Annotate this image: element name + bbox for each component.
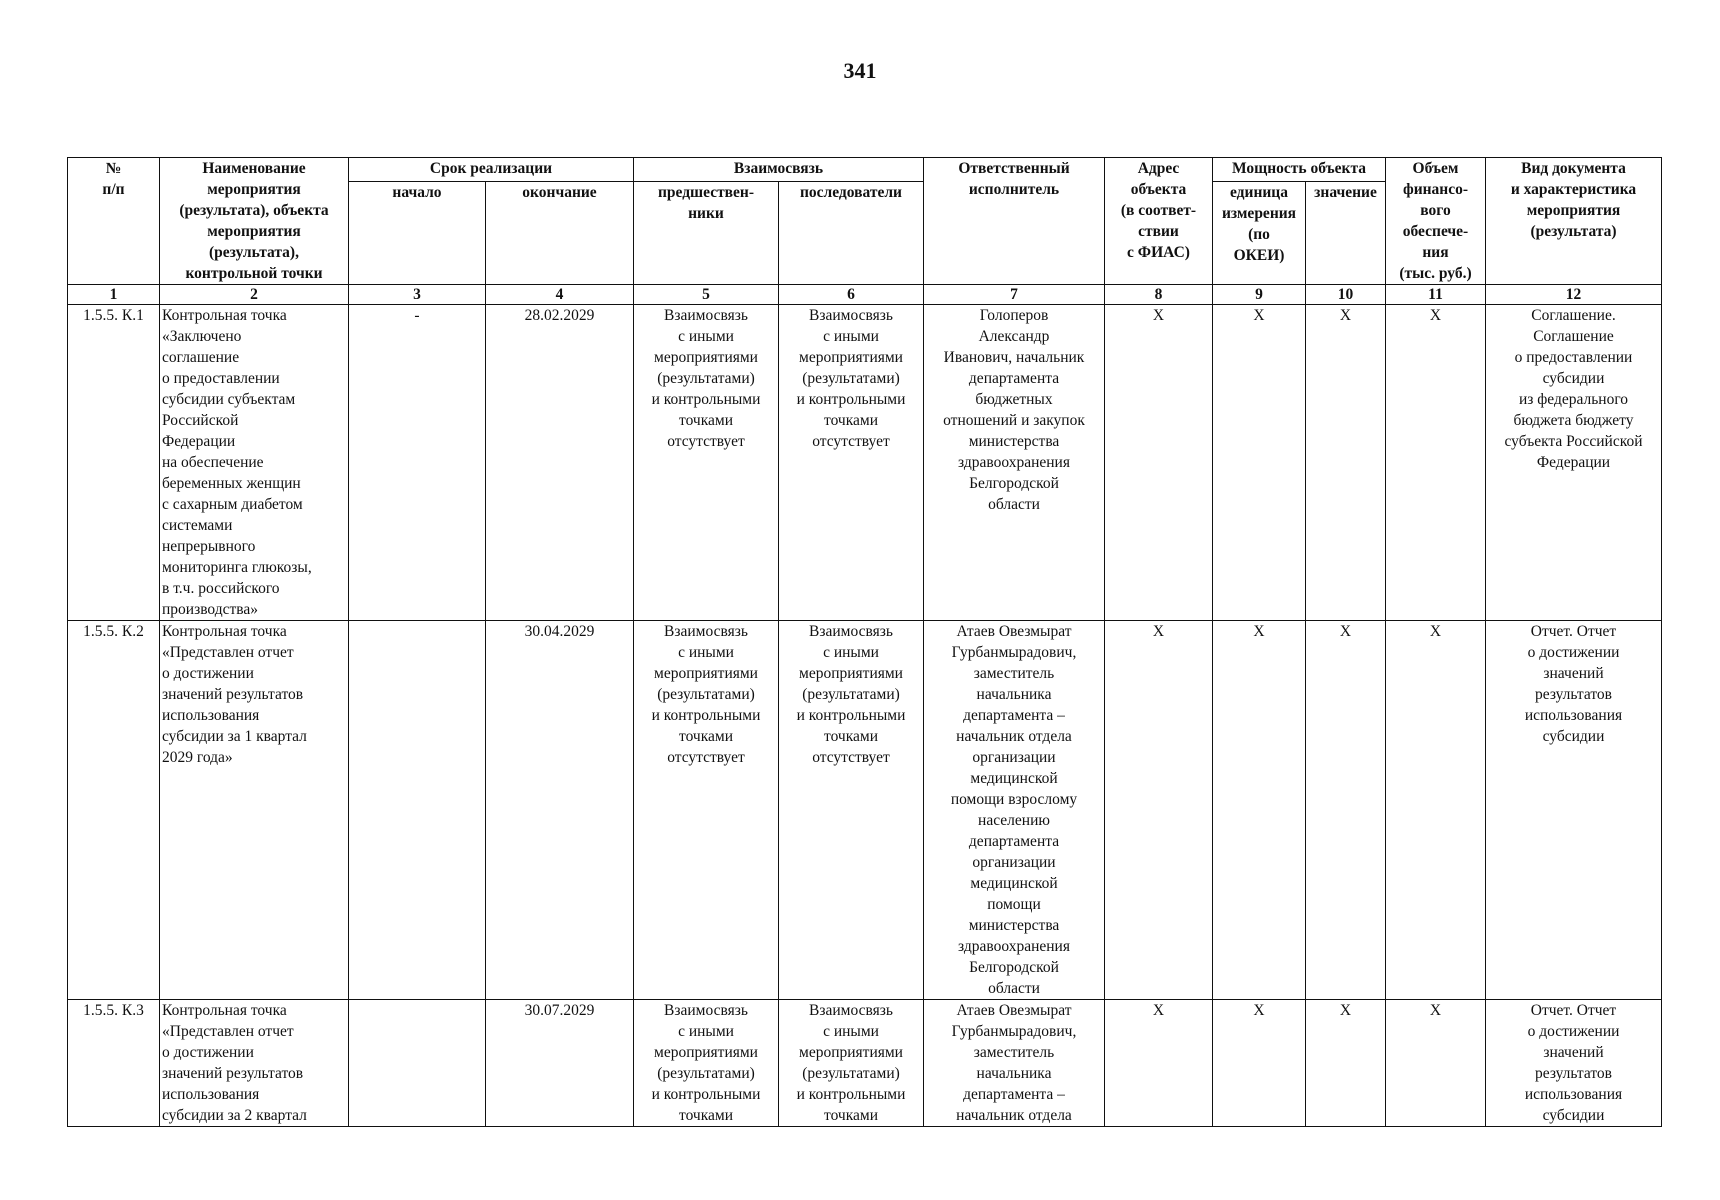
row-value: X	[1306, 305, 1386, 621]
column-number: 5	[634, 285, 779, 305]
row-value: X	[1306, 1000, 1386, 1127]
header-link-pred: предшествен- ники	[634, 181, 779, 284]
header-term-start: начало	[349, 181, 486, 284]
row-predecessors: Взаимосвязь с иными мероприятиями (результатами) и контрольными точками	[634, 1000, 779, 1127]
row-finance: X	[1386, 621, 1486, 1000]
header-unit: единица измерения (по ОКЕИ)	[1213, 181, 1306, 284]
column-number: 9	[1213, 285, 1306, 305]
header-capacity: Мощность объекта	[1213, 158, 1386, 182]
row-end: 28.02.2029	[486, 305, 634, 621]
row-start: -	[349, 305, 486, 621]
column-number: 1	[68, 285, 160, 305]
page-number: 341	[843, 58, 877, 83]
row-successors: Взаимосвязь с иными мероприятиями (результатами) и контрольными точками отсутствует	[779, 305, 924, 621]
row-responsible: Атаев Овезмырат Гурбанмырадович, заместитель начальника департамента – начальник отдела	[924, 1000, 1105, 1127]
header-address: Адрес объекта (в соответ- ствии с ФИАС)	[1105, 158, 1213, 285]
header-responsible: Ответственный исполнитель	[924, 158, 1105, 285]
row-name: Контрольная точка «Представлен отчет о достижении значений результатов использования субсидии за 1 квартал 2029 года»	[160, 621, 349, 1000]
header-name: Наименование мероприятия (результата), объекта мероприятия (результата), контрольной точки	[160, 158, 349, 285]
header-link-succ: последователи	[779, 181, 924, 284]
row-start	[349, 1000, 486, 1127]
row-name: Контрольная точка «Заключено соглашение о предоставлении субсидии субъектам Российской Федерации на обеспечение беременных женщин с сахарным диабетом системами непрерывного мониторинга глюкозы, в т.ч. российского производства»	[160, 305, 349, 621]
column-number: 6	[779, 285, 924, 305]
row-responsible: Атаев Овезмырат Гурбанмырадович, заместитель начальника департамента – начальник отдела организации медицинской помощи взрослому населению департамента организации медицинской помощи министерства здравоохранения Белгородской области	[924, 621, 1105, 1000]
header-link: Взаимосвязь	[634, 158, 924, 182]
column-number: 11	[1386, 285, 1486, 305]
row-address: X	[1105, 305, 1213, 621]
row-finance: X	[1386, 1000, 1486, 1127]
row-address: X	[1105, 1000, 1213, 1127]
row-successors: Взаимосвязь с иными мероприятиями (результатами) и контрольными точками отсутствует	[779, 621, 924, 1000]
table-row	[68, 1000, 1662, 1127]
header-term: Срок реализации	[349, 158, 634, 182]
row-address: X	[1105, 621, 1213, 1000]
row-successors: Взаимосвязь с иными мероприятиями (результатами) и контрольными точками	[779, 1000, 924, 1127]
row-responsible: Голоперов Александр Иванович, начальник департамента бюджетных отношений и закупок министерства здравоохранения Белгородской области	[924, 305, 1105, 621]
column-number: 3	[349, 285, 486, 305]
row-num: 1.5.5. К.3	[68, 1000, 160, 1127]
column-number: 2	[160, 285, 349, 305]
plan-table	[67, 157, 1662, 1127]
row-finance: X	[1386, 305, 1486, 621]
row-predecessors: Взаимосвязь с иными мероприятиями (результатами) и контрольными точками отсутствует	[634, 305, 779, 621]
column-number: 10	[1306, 285, 1386, 305]
row-end: 30.04.2029	[486, 621, 634, 1000]
column-number: 7	[924, 285, 1105, 305]
row-num: 1.5.5. К.2	[68, 621, 160, 1000]
header-num: № п/п	[68, 158, 160, 285]
column-number: 12	[1486, 285, 1662, 305]
row-unit: X	[1213, 621, 1306, 1000]
table-row	[68, 621, 1662, 1000]
row-doc: Соглашение. Соглашение о предоставлении субсидии из федерального бюджета бюджету субъекта Российской Федерации	[1486, 305, 1662, 621]
row-doc: Отчет. Отчет о достижении значений результатов использования субсидии	[1486, 1000, 1662, 1127]
row-end: 30.07.2029	[486, 1000, 634, 1127]
header-value: значение	[1306, 181, 1386, 284]
column-number: 4	[486, 285, 634, 305]
row-start	[349, 621, 486, 1000]
table-row	[68, 305, 1662, 621]
header-finance: Объем финансо- вого обеспече- ния (тыс. руб.)	[1386, 158, 1486, 285]
row-doc: Отчет. Отчет о достижении значений результатов использования субсидии	[1486, 621, 1662, 1000]
row-name: Контрольная точка «Представлен отчет о достижении значений результатов использования субсидии за 2 квартал	[160, 1000, 349, 1127]
column-number: 8	[1105, 285, 1213, 305]
row-unit: X	[1213, 1000, 1306, 1127]
row-num: 1.5.5. К.1	[68, 305, 160, 621]
row-value: X	[1306, 621, 1386, 1000]
row-unit: X	[1213, 305, 1306, 621]
header-term-end: окончание	[486, 181, 634, 284]
header-doc-type: Вид документа и характеристика мероприятия (результата)	[1486, 158, 1662, 285]
row-predecessors: Взаимосвязь с иными мероприятиями (результатами) и контрольными точками отсутствует	[634, 621, 779, 1000]
